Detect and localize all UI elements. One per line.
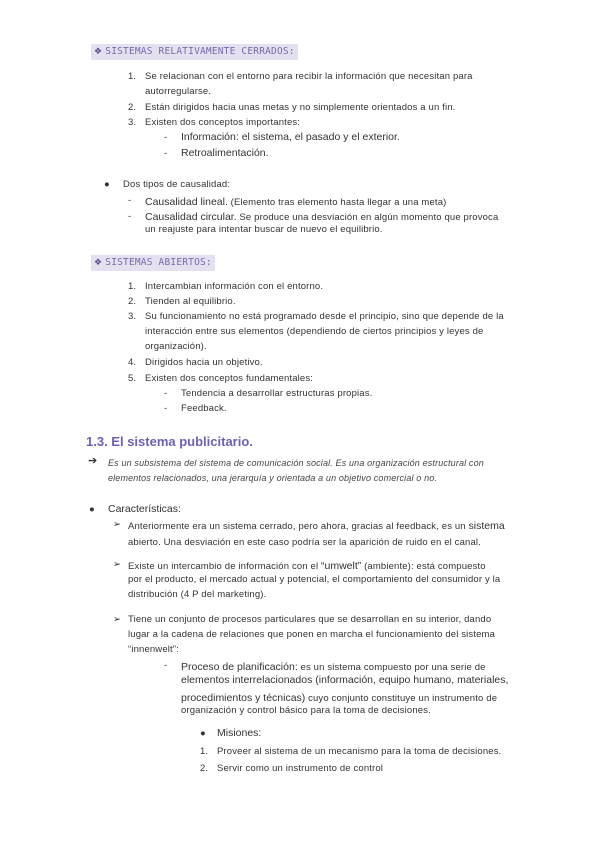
list-number: 5. [128, 373, 137, 384]
characteristic-1-cont: abierto. Una desviación en este caso podría ser la aparición de ruido en el canal. [128, 537, 481, 548]
list-number: 4. [128, 357, 137, 368]
list-number: 2. [200, 763, 209, 774]
list-item-text: Existen dos conceptos importantes: [145, 117, 301, 128]
sub-item-text: Información: el sistema, el pasado y el exterior. [181, 131, 400, 143]
list-item-text: Están dirigidos hacia unas metas y no simplemente orientados a un fin. [145, 102, 456, 113]
planning-process-cont: elementos interrelacionados (información, equipo humano, materiales, [181, 674, 509, 686]
list-item-text: Su funcionamiento no está programado desde el principio, sino que depende de la [145, 311, 504, 322]
list-number: 1. [200, 746, 209, 757]
mission-2: Servir como un instrumento de control [217, 763, 384, 774]
dash-bullet: - [164, 148, 168, 159]
mission-1: Proveer al sistema de un mecanismo para la toma de decisiones. [217, 746, 502, 757]
list-item-text: Dirigidos hacia un objetivo. [145, 357, 263, 368]
list-item-text: organización). [145, 341, 207, 352]
bullet-dot-icon: ● [104, 179, 110, 190]
characteristic-3-cont: lugar a la cadena de relaciones que ponen en marcha el funcionamiento del sistema [128, 629, 496, 640]
list-number: 1. [128, 71, 137, 82]
list-number: 3. [128, 117, 137, 128]
sub-item-text: Tendencia a desarrollar estructuras propias. [181, 388, 373, 399]
list-item-text: Intercambian información con el entorno. [145, 281, 324, 292]
planning-process-cont: procedimientos y técnicas) cuyo conjunto constituye un instrumento de [181, 692, 498, 704]
dash-bullet: - [164, 132, 168, 143]
bullet-dot-icon: ● [200, 728, 206, 739]
arrowhead-bullet-icon: ➢ [113, 614, 122, 625]
characteristic-2-cont: distribución (4 P del marketing). [128, 589, 267, 600]
dash-bullet: - [164, 388, 168, 399]
section-title-publicity-system: 1.3. El sistema publicitario. [86, 434, 253, 449]
list-number: 2. [128, 102, 137, 113]
diamond-bullet-icon: ❖ [94, 47, 103, 57]
section-heading-closed-systems: ❖ SISTEMAS RELATIVAMENTE CERRADOS: [91, 44, 298, 60]
dash-bullet: - [128, 211, 132, 222]
definition-text: elementos relacionados, una jerarquía y orientada a un objetivo comercial o no. [108, 473, 438, 483]
planning-process: Proceso de planificación: es un sistema compuesto por una serie de [181, 661, 486, 673]
diamond-bullet-icon: ❖ [94, 258, 103, 268]
list-item-text: interacción entre sus elementos (dependiendo de ciertos principios y leyes de [145, 326, 484, 337]
list-item-text: Tienden al equilibrio. [145, 296, 236, 307]
characteristic-1: Anteriormente era un sistema cerrado, pero ahora, gracias al feedback, es un sistema [128, 520, 505, 532]
causality-circular-cont: un reajuste para intentar buscar de nuevo el equilibrio. [145, 224, 383, 235]
section-heading-open-systems: ❖ SISTEMAS ABIERTOS: [91, 255, 215, 271]
list-number: 2. [128, 296, 137, 307]
characteristic-2: Existe un intercambio de información con el “umwelt” (ambiente): está compuesto [128, 560, 486, 572]
causality-linear: Causalidad lineal. (Elemento tras elemento hasta llegar a una meta) [145, 196, 447, 208]
arrow-right-icon: ➔ [88, 455, 98, 467]
characteristics-heading: Características: [108, 503, 181, 515]
list-number: 1. [128, 281, 137, 292]
sub-item-text: Feedback. [181, 403, 227, 414]
dash-bullet: - [164, 660, 168, 671]
planning-process-cont: organización y control básico para la toma de decisiones. [181, 705, 431, 716]
list-item-text: autorregularse. [145, 86, 212, 97]
characteristic-3: Tiene un conjunto de procesos particulares que se desarrollan en su interior, dando [128, 614, 492, 625]
characteristic-2-cont: por el producto, el mercado actual y potencial, el comportamiento del consumidor y la [128, 574, 501, 585]
dash-bullet: - [164, 403, 168, 414]
list-item-text: Existen dos conceptos fundamentales: [145, 373, 314, 384]
characteristic-3-cont: “innenwelt”: [128, 644, 179, 655]
dash-bullet: - [128, 195, 132, 206]
bullet-dot-icon: ● [89, 504, 95, 515]
arrowhead-bullet-icon: ➢ [113, 559, 122, 570]
causality-circular: Causalidad circular. Se produce una desviación en algún momento que provoca [145, 211, 499, 223]
missions-heading: Misiones: [217, 727, 262, 739]
definition-text: Es un subsistema del sistema de comunicación social. Es una organización estructural con [108, 458, 484, 468]
sub-item-text: Retroalimentación. [181, 147, 269, 159]
list-number: 3. [128, 311, 137, 322]
arrowhead-bullet-icon: ➢ [113, 519, 122, 530]
list-item-text: Se relacionan con el entorno para recibir la información que necesitan para [145, 71, 473, 82]
causality-intro: Dos tipos de causalidad: [123, 179, 231, 190]
